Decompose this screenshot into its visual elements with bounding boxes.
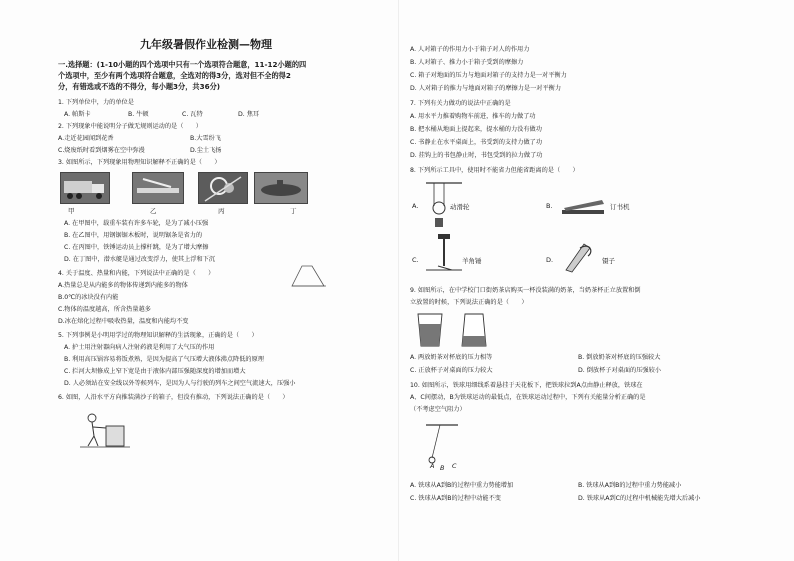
q10-option-a: A. 铁球从A到B的过程中重力势能增加 — [410, 482, 514, 489]
q8-stem: 8. 下列所示工具中，使用时不能省力但能省距离的是（ ） — [410, 167, 579, 174]
q3-label-yi: 乙 — [150, 207, 157, 215]
q6-push-box-figure — [80, 410, 130, 450]
q8-label-c: C. — [412, 256, 419, 264]
submarine-icon — [255, 173, 307, 203]
q2-option-a: A.走近花园闻到花香 — [58, 135, 114, 142]
q2-option-b: B.大雪纷飞 — [190, 135, 221, 142]
q3-label-bing: 丙 — [218, 207, 225, 215]
q9-milk-tea-cups-figure — [412, 312, 502, 350]
q8-label-a: A. — [412, 202, 419, 210]
page-title: 九年级暑假作业检测—物理 — [140, 38, 272, 51]
q9-option-c: C. 正放杯子对桌面的压力较大 — [410, 367, 493, 374]
q5-stem: 5. 下列事例是小明用学过的物理知识解释的生活现象，正确的是（ ） — [58, 332, 258, 339]
q6-stem: 6. 如图，人沿水平方向推装满沙子的箱子，但没有推动，下列说法正确的是（ ） — [58, 394, 289, 401]
q10-stem-line1: 10. 如图所示，铁球用细线系着悬挂于天花板下，把铁球拉到A点由静止释放，铁球在 — [410, 382, 643, 389]
section-intro-line3: 分，有错选或不选的不得分，每小题3分，共36分) — [58, 82, 221, 91]
q6-option-d: D. 人对箱子的推力与地面对箱子的摩擦力是一对平衡力 — [410, 85, 562, 92]
q2-stem: 2. 下列现象中能说明分子做无规则运动的是（ ） — [58, 123, 202, 130]
q8-claw-hammer-figure — [424, 232, 464, 276]
q5-option-b: B. 利用高压锅容易将饭煮熟，是因为提高了气压增大液体沸点降低的原理 — [64, 356, 264, 363]
section-intro-line1: 一.选择题：(1-10小题的四个选项中只有一个选项符合题意，11-12小题的四 — [58, 60, 307, 69]
q3-figure-bing-athlete — [198, 172, 248, 204]
q7-option-d: D. 挂钩上的书包静止时，书包受到的拉力做了功 — [410, 152, 543, 159]
q1-stem: 1. 下列单位中，力的单位是 — [58, 99, 134, 106]
q4-option-a: A.热量总是从内能多的物体传递到内能多的物体 — [58, 282, 188, 289]
q3-option-b: B. 在乙图中，用钢锯锯木板时，说明锯条是省力的 — [64, 232, 203, 239]
q4-dam-figure — [290, 262, 328, 288]
q6-option-b: B. 人对箱子、推力小于箱子受到的摩擦力 — [410, 59, 524, 66]
q10-option-b: B. 铁球从A到B的过程中重力势能减小 — [578, 482, 682, 489]
q8-name-d: 镊子 — [602, 257, 615, 265]
q6-option-c: C. 箱子对地面的压力与地面对箱子的支持力是一对平衡力 — [410, 72, 567, 79]
q10-point-c: C — [452, 462, 457, 470]
athlete-icon — [199, 173, 247, 203]
q5-option-d: D. 人必须站在安全线以外等候列车，是因为人与行驶的列车之间空气流速大，压强小 — [64, 380, 296, 387]
q9-option-a: A. 两放奶茶对杯底的压力相等 — [410, 354, 493, 361]
q3-figure-yi-saw — [132, 172, 184, 204]
q4-stem: 4. 关于温度、热量和内能，下列说法中正确的是（ ） — [58, 270, 215, 277]
q8-name-b: 订书机 — [610, 203, 630, 211]
q3-label-jia: 甲 — [68, 207, 75, 215]
saw-icon — [133, 173, 183, 203]
q2-option-c: C.烧废纸时看到烟雾在空中弥漫 — [58, 147, 145, 154]
q7-stem: 7. 下列有关力做功的说法中正确的是 — [410, 100, 511, 107]
q9-option-d: D. 倒放杯子对桌面的压强较小 — [578, 367, 661, 374]
q8-label-b: B. — [546, 202, 553, 210]
section-intro-line2: 个选项中，至少有两个选项符合题意，全选对的得3分，选对但不全的得2 — [58, 71, 291, 80]
q3-option-a: A. 在甲图中，载重车装有许多车轮，是为了减小压强 — [64, 220, 209, 227]
q1-option-b: B. 牛顿 — [128, 111, 149, 118]
q10-stem-line3: （不考虑空气阻力） — [410, 406, 466, 413]
q10-pendulum-figure — [418, 422, 468, 466]
q8-stapler-figure — [560, 190, 608, 216]
page-fold — [398, 0, 399, 561]
truck-icon — [61, 173, 109, 203]
q10-option-d: D. 铁球从A到C的过程中机械能先增大后减小 — [578, 495, 701, 502]
q5-option-c: C. 拦河大坝修成上窄下宽是由于液体内部压强随深度的增加而增大 — [64, 368, 246, 375]
q5-option-a: A. 护士用注射器向病人注射药液是利用了大气压的作用 — [64, 344, 215, 351]
q3-label-ding: 丁 — [290, 207, 297, 215]
q10-point-a: A — [430, 462, 435, 470]
q1-option-a: A. 帕斯卡 — [64, 111, 91, 118]
q7-option-b: B. 把水桶从地面上提起来，提水桶的力没有做功 — [410, 126, 542, 133]
q3-stem: 3. 如图所示，下列现象用物理知识解释不正确的是（ ） — [58, 159, 221, 166]
q8-name-c: 羊角锤 — [462, 257, 482, 265]
q8-label-d: D. — [546, 256, 554, 264]
q3-option-d: D. 在丁图中，潜水艇是通过改变浮力，使其上浮和下沉 — [64, 256, 216, 263]
q10-point-b: B — [440, 464, 445, 472]
q9-stem-line2: 立放置的时候，下列说法正确的是（ ） — [410, 299, 528, 306]
q10-option-c: C. 铁球从A到B的过程中动能不变 — [410, 495, 501, 502]
q9-stem-line1: 9. 如图所示，在中学校门口街奶茶店购买一杯没装满的奶茶，当奶茶杯正立放置和倒 — [410, 287, 641, 294]
q4-option-b: B.0℃的冰块没有内能 — [58, 294, 119, 301]
q6-option-a: A. 人对箱子的作用力小于箱子对人的作用力 — [410, 46, 530, 53]
q3-option-c: C. 在丙图中，铁锤运动员上撑杆跳，是为了增大摩擦 — [64, 244, 209, 251]
q1-option-d: D. 焦耳 — [238, 111, 260, 118]
q7-option-c: C. 书静止在水平桌面上，书受到的支持力做了功 — [410, 139, 543, 146]
q3-figure-ding-submarine — [254, 172, 308, 204]
q3-figure-jia-truck — [60, 172, 110, 204]
q8-name-a: 动滑轮 — [450, 203, 470, 211]
q4-option-c: C.物体的温度越高，所含热量越多 — [58, 306, 151, 313]
q2-option-d: D.尘土飞扬 — [190, 147, 222, 154]
q1-option-c: C. 瓦特 — [182, 111, 203, 118]
q8-tweezers-figure — [560, 238, 598, 274]
q7-option-a: A. 用水平力推着购物车前进，推车的力做了功 — [410, 113, 536, 120]
q4-option-d: D.冰在熔化过程中吸收热量，温度和内能均不变 — [58, 318, 189, 325]
q10-stem-line2: A、C间摆动，B为铁球运动的最低点，在铁球运动过程中，下列有关能量分析正确的是 — [410, 394, 646, 401]
q9-option-b: B. 倒放奶茶对杯底的压强较大 — [578, 354, 661, 361]
